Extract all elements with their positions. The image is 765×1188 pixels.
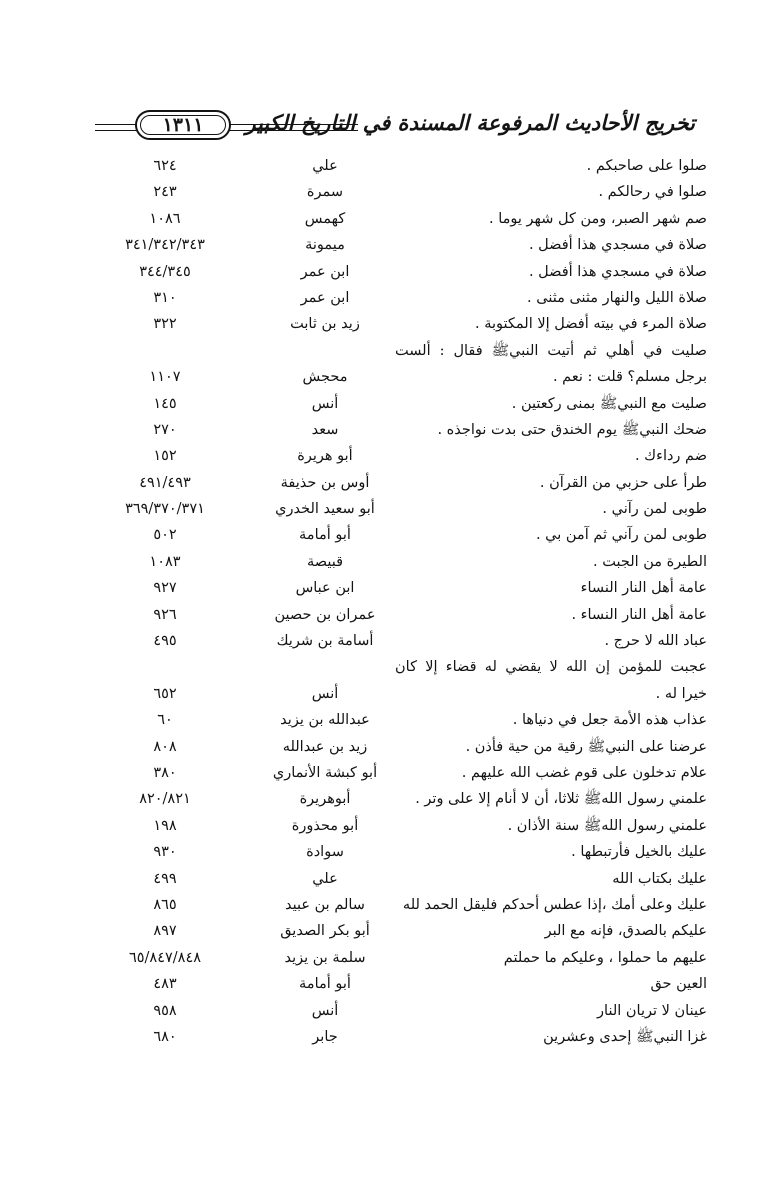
hadith-text: صم شهر الصبر، ومن كل شهر يوما . [489,210,707,227]
hadith-text: عليك وعلى أمك ،إذا عطس أحدكم فليقل الحمد لله [402,896,707,913]
hadith-text: صلاة المرء في بيته أفضل إلا المكتوبة . [475,316,707,333]
hadith-text: علمني رسول اللهﷺ ثلاثا، أن لا أنام إلا على وتر . [415,791,707,808]
table-row [0,839,765,865]
hadith-text: علام تدخلون على قوم غضب الله عليهم . [461,764,707,781]
table-row [0,311,765,337]
table-row [0,549,765,575]
reference-number: ٤٨٣ [153,976,177,993]
narrator-name: أنس [311,1002,339,1019]
narrator-name: جابر [312,1028,338,1045]
hadith-text: غزا النبيﷺ إحدى وعشرين [543,1028,707,1045]
table-row [0,734,765,760]
reference-number: ٨٩٧ [153,923,177,940]
narrator-name: أنس [311,395,339,412]
narrator-name: سالم بن عبيد [285,896,365,913]
reference-number: ٣٢٢ [153,316,177,333]
reference-number: ٩٢٦ [153,606,177,623]
table-row [0,628,765,654]
table-row [0,364,765,390]
narrator-name: عبدالله بن يزيد [280,712,370,729]
narrator-name: زيد بن ثابت [290,316,360,333]
narrator-name: عمران بن حصين [274,606,376,623]
reference-number: ٩٣٠ [153,844,177,861]
reference-number: ٦٥/٨٤٧/٨٤٨ [128,949,202,966]
reference-number: ٢٧٠ [153,421,177,438]
hadith-text: عليهم ما حملوا ، وعليكم ما حملتم [503,949,707,966]
hadith-text: عليك بالخيل فأرتبطها . [571,844,707,861]
table-row [0,575,765,601]
table-row [0,522,765,548]
table-row [0,232,765,258]
reference-number: ٣٤٤/٣٤٥ [139,263,191,280]
table-row [0,707,765,733]
reference-number: ٩٢٧ [153,580,177,597]
reference-number: ٨٠٨ [153,738,177,755]
narrator-name: أوس بن حذيفة [280,474,370,491]
table-row [0,1024,765,1050]
narrator-name: أبو محذورة [291,817,359,834]
table-row [0,391,765,417]
narrator-name: زيد بن عبدالله [282,738,368,755]
reference-number: ٣٦٩/٣٧٠/٣٧١ [125,501,205,518]
table-row [0,654,765,680]
hadith-text: عينان لا تريان النار [597,1002,707,1019]
table-row [0,945,765,971]
table-row [0,206,765,232]
reference-number: ٤٩١/٤٩٣ [139,474,191,491]
reference-number: ٦٠ [157,712,173,729]
narrator-name: أنس [311,685,339,702]
table-row [0,918,765,944]
reference-number: ١٩٨ [153,817,177,834]
hadith-text: عجبت للمؤمن إن الله لا يقضي له قضاء إلا كان [395,659,707,676]
page-number: ١٣١١ [162,114,204,136]
narrator-name: سعد [311,421,339,438]
narrator-name: أبو أمامة [299,527,351,544]
reference-number: ٦٨٠ [153,1028,177,1045]
table-row [0,496,765,522]
narrator-name: ميمونة [305,237,345,254]
reference-number: ٨٢٠/٨٢١ [139,791,191,808]
hadith-text: عليكم بالصدق، فإنه مع البر [544,923,707,940]
narrator-name: سمرة [306,184,344,201]
table-row [0,259,765,285]
hadith-text: ضحك النبيﷺ يوم الخندق حتى بدت نواجذه . [437,421,707,438]
reference-number: ٣٤١/٣٤٢/٣٤٣ [125,237,205,254]
hadith-text: الطيرة من الجبت . [593,553,707,570]
narrator-name: ابن عمر [300,263,350,280]
hadith-text: عذاب هذه الأمة جعل في دنياها . [512,712,707,729]
page-title: تخريج الأحاديث المرفوعة المسندة في التاريخ الكبير [245,110,695,135]
reference-number: ٣٨٠ [153,764,177,781]
hadith-text: علمني رسول اللهﷺ سنة الأذان . [507,817,707,834]
narrator-name: أبو سعيد الخدري [275,501,375,518]
page-header [95,106,695,146]
reference-number: ٨٦٥ [153,896,177,913]
table-row [0,153,765,179]
reference-number: ٦٥٢ [153,685,177,702]
hadith-text: عباد الله لا حرج . [604,633,707,650]
hadith-index-table [0,153,765,1050]
hadith-text: طوبى لمن رآني . [602,501,707,518]
table-row [0,285,765,311]
hadith-text: عرضنا على النبيﷺ رقية من حية فأذن . [465,738,707,755]
reference-number: ١٠٨٦ [149,210,181,227]
hadith-text: برجل مسلم؟ قلت : نعم . [552,369,707,386]
reference-number: ١٥٢ [153,448,177,465]
hadith-text: عليك بكتاب الله [612,870,707,887]
narrator-name: أبو كبشة الأنماري [272,764,378,781]
narrator-name: سوادة [306,844,344,861]
reference-number: ٥٠٢ [153,527,177,544]
hadith-text: خيرا له . [655,685,707,702]
reference-number: ٦٢٤ [153,158,177,174]
reference-number: ٤٩٩ [153,870,177,887]
table-row [0,971,765,997]
hadith-text: صليت مع النبيﷺ بمنى ركعتين . [511,395,707,412]
narrator-name: ابن عباس [295,580,355,597]
reference-number: ٤٩٥ [153,633,177,650]
reference-number: ١١٠٧ [149,369,181,386]
narrator-name: قبيصة [306,553,344,570]
narrator-name: كهمس [304,210,346,227]
table-row [0,892,765,918]
page-number-badge [135,110,231,140]
narrator-name: علي [312,158,338,174]
narrator-name: سلمة بن يزيد [284,949,366,966]
table-row [0,179,765,205]
hadith-text: عامة أهل النار النساء . [571,606,707,623]
reference-number: ١٤٥ [153,395,177,412]
hadith-text: ضم رداءك . [634,448,707,465]
hadith-text: صليت في أهلي ثم أتيت النبيﷺ فقال : ألست [395,342,707,359]
table-row [0,681,765,707]
narrator-name: أبو هريرة [297,448,353,465]
narrator-name: أسامة بن شريك [276,633,374,650]
reference-number: ١٠٨٣ [149,553,181,570]
narrator-name: ابن عمر [300,289,350,306]
hadith-text: عامة أهل النار النساء [580,580,707,597]
hadith-text: طرأ على حزبي من القرآن . [539,474,707,491]
table-row [0,760,765,786]
narrator-name: علي [312,870,338,887]
table-row [0,417,765,443]
hadith-text: طوبى لمن رآني ثم آمن بي . [535,527,707,544]
narrator-name: أبو أمامة [299,976,351,993]
hadith-text: صلوا في رحالكم . [598,184,707,201]
hadith-text: العين حق [650,976,707,993]
table-row [0,998,765,1024]
reference-number: ٩٥٨ [153,1002,177,1019]
reference-number: ٣١٠ [153,289,177,306]
hadith-text: صلاة الليل والنهار مثنى مثنى . [527,289,707,306]
table-row [0,443,765,469]
narrator-name: أبوهريرة [299,791,351,808]
hadith-text: صلوا على صاحبكم . [586,158,707,174]
table-row [0,813,765,839]
table-row [0,470,765,496]
narrator-name: أبو بكر الصديق [280,923,370,940]
table-row [0,786,765,812]
reference-number: ٢٤٣ [153,184,177,201]
hadith-text: صلاة في مسجدي هذا أفضل . [528,237,707,254]
narrator-name: محجش [302,369,348,386]
hadith-text: صلاة في مسجدي هذا أفضل . [528,263,707,280]
table-row [0,866,765,892]
table-row [0,338,765,364]
table-row [0,602,765,628]
